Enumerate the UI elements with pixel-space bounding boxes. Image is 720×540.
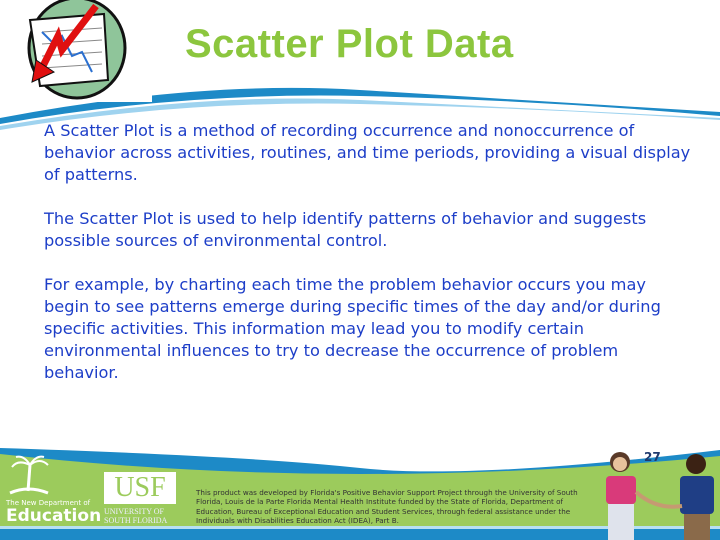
paragraph-example: For example, by charting each time the problem behavior occurs you may begin to see patterns emerge during specific times of the day and/or during specific activities. This information may lead you to modify certain environmental influences to try to decrease the occurrence of problem behavior. [44, 275, 661, 382]
children-photo [596, 450, 720, 540]
doe-logo-line1: The New Department of [6, 499, 91, 507]
footer-credit: This product was developed by Florida's Positive Behavior Support Project through the University of South Florida, Louis de la Parte Florida Mental Health Institute funded by the State of Florida, Department of Education, Bureau of Exceptional Education and Student Services, through federal assistance under the Individuals with Disabilities Education Act (IDEA), Part B. [196, 488, 578, 526]
doe-logo [6, 455, 102, 530]
palm-tree-icon [6, 455, 66, 495]
paragraph-definition: A Scatter Plot is a method of recording occurrence and nonoccurrence of behavior across activities, routines, and time periods, providing a visual display of patterns. [44, 121, 691, 184]
slide-title: Scatter Plot Data [185, 22, 514, 66]
doe-logo-line2: Education [6, 506, 102, 526]
page-number: 27 [644, 450, 661, 464]
usf-logo-line1: UNIVERSITY OF [104, 507, 164, 516]
slide-body [44, 120, 694, 406]
paragraph-purpose: The Scatter Plot is used to help identify patterns of behavior and suggests possible sources of environmental control. [44, 209, 647, 250]
chart-clipart-icon [12, 0, 152, 102]
usf-logo-mark: USF [104, 472, 176, 504]
usf-logo [104, 472, 180, 525]
usf-logo-line2: SOUTH FLORIDA [104, 516, 168, 525]
